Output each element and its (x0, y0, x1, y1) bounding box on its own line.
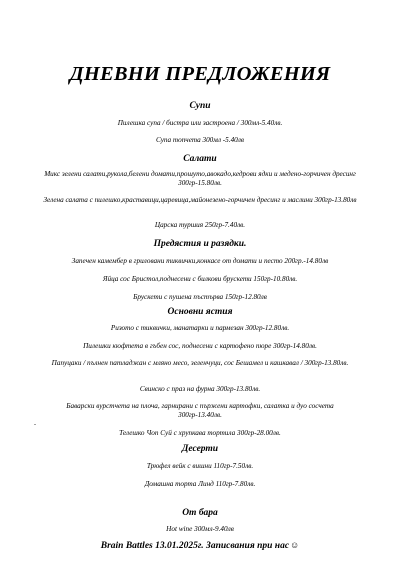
section-heading-main-dishes: Основни ястия (167, 307, 233, 317)
menu-item: Зелена салата с пилешко,краставици,царевица,майонезено-горчичен дресинг и маслини 300гр-13.80лв (43, 196, 357, 204)
page-title: ДНЕВНИ ПРЕДЛОЖЕНИЯ (69, 63, 331, 85)
section-heading-soups: Супи (189, 101, 211, 111)
menu-item: Hot wine 300мл-9.40лв (166, 525, 234, 533)
menu-item: Царска туршия 250гр-7.40лв. (154, 221, 246, 229)
event-announcement (40, 540, 360, 551)
section-heading-starters: Предястия и разядки. (153, 239, 247, 249)
section-heading-bar: От бара (182, 508, 218, 518)
menu-item: Пилешка супа / бистра или застроена / 300мл-5.40лв. (117, 119, 283, 127)
section-heading-salads: Салати (183, 154, 217, 164)
menu-item: Телешко Чоп Суй с хрупкава тортила 300гр-28.00лв. (119, 429, 281, 437)
event-announcement-text: Brain Battles 13.01.2025г. Записвания при нас (100, 541, 290, 551)
menu-item: Домашна торта Линд 110гр-7.80лв. (144, 480, 256, 488)
stray-dot: . (34, 418, 36, 427)
menu-item: Брускети с пушена пъстърва 150гр-12.80лв (133, 293, 267, 301)
menu-item: Пилешки кюфтета в гъбен сос, поднесени с картофено пюре 300гр-14.80лв. (83, 342, 317, 350)
section-heading-desserts: Десерти (181, 444, 219, 454)
menu-item: Супа топчета 300мл -5.40лв (155, 136, 245, 144)
menu-item: Запечен камембер в гриловани тиквички,конкасе от домати и песто 200гр.-14.80лв (71, 257, 329, 265)
menu-item: Баварски вурстчета на плоча, гарнирани с пържени картофки, салатка и дуо сосчета 300гр-13.40лв. (66, 402, 334, 419)
menu-item: Папуцаки / пълнен патладжан с мляно месо, зеленчуци, сос Бешамел и кашкавал / 300гр-13.80лв. (51, 359, 349, 367)
menu-item: Трюфел вейк с вишни 110гр-7.50лв. (146, 462, 254, 470)
menu-item: Свинско с праз на фурна 300гр-13.80лв. (139, 385, 261, 393)
menu-item: Яйца сос Бристол,поднесени с билкови брускети 150гр-10.80лв. (102, 275, 298, 283)
menu-item: Микс зелени салати,рукола,белени домати,прошуто,авокадо,кедрови ядки и медено-горчичен дресинг 300гр-15.80лв. (44, 170, 356, 187)
smiley-icon: ☺ (290, 540, 300, 550)
menu-item: Ризото с тиквички, манатарки и пармезан 300гр-12.80лв. (110, 324, 290, 332)
